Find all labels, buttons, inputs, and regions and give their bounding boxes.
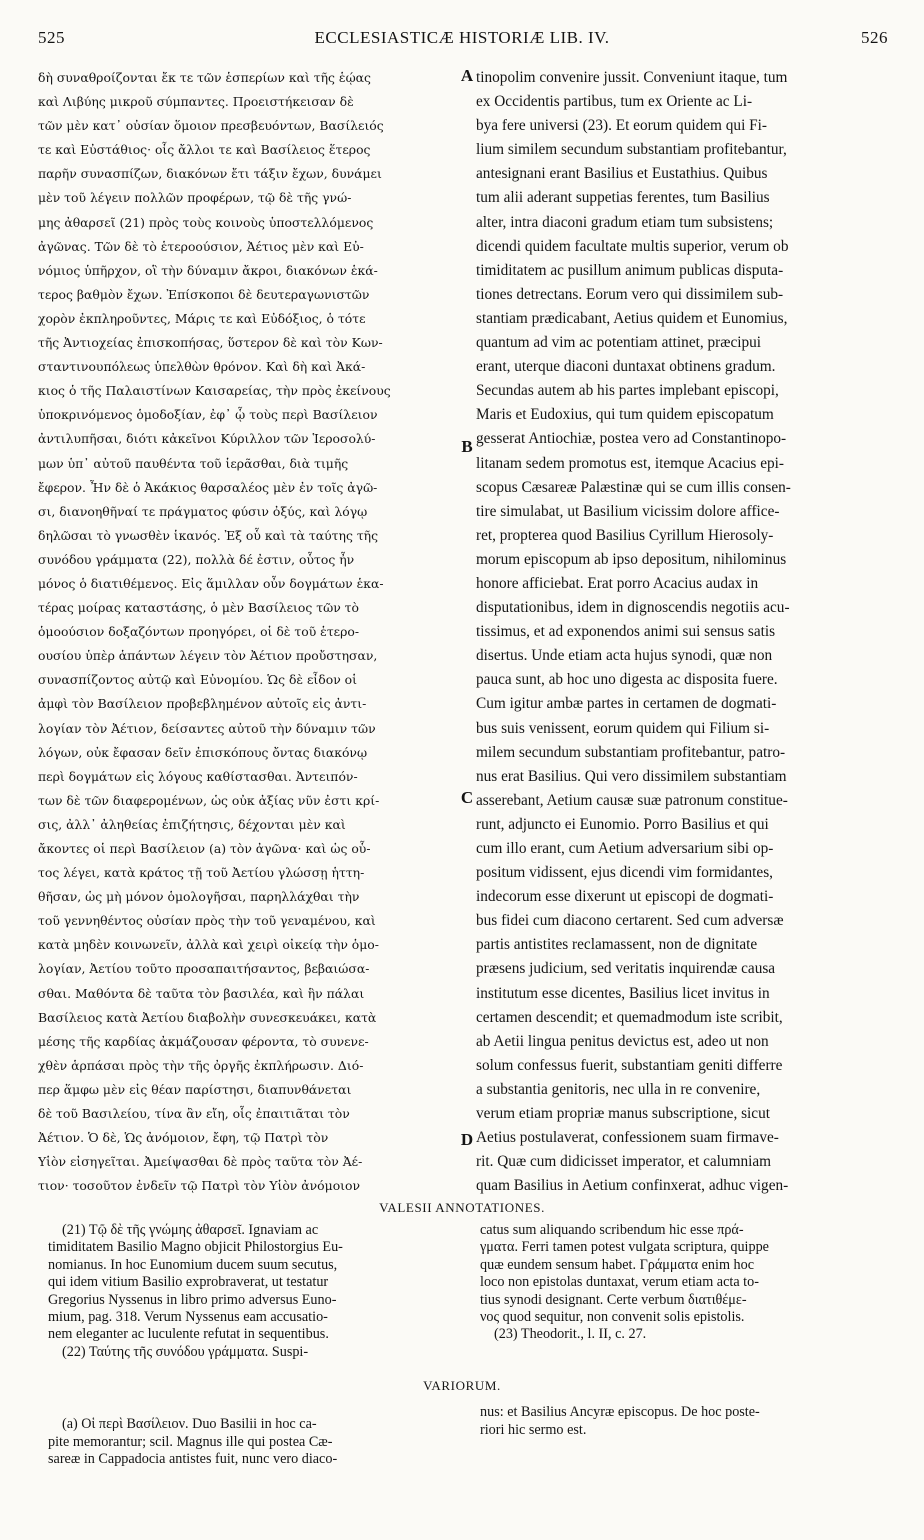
greek-text-line: ουσίου ὑπὲρ ἁπάντων λέγειν τὸν Ἀέτιον προὔστησαν, — [38, 648, 378, 664]
variorum-heading: VARIORUM. — [423, 1378, 501, 1393]
greek-text-line: δὴ συναθροίζονται ἔκ τε τῶν ἑσπερίων καὶ τῆς ἑῴας — [38, 70, 371, 85]
latin-text-line: verum etiam propriæ manus subscriptione, sicut — [476, 1105, 770, 1123]
variorum-right-column — [480, 1404, 890, 1439]
annotation-line: nem eleganter ac luculente refutat in sequentibus. — [48, 1326, 329, 1343]
greek-text-line: ἀμφὶ τὸν Βασίλειον προβεβλημένον αὐτοῖς εἰς ἀντι- — [38, 696, 367, 712]
running-title: ECCLESIASTICÆ HISTORIÆ LIB. IV. — [314, 28, 610, 47]
latin-text-line: Aetius postulaverat, confessionem suam firmave- — [476, 1129, 779, 1147]
greek-text-line: μέσης τῆς καρδίας ἀκμάζουσαν φέροντα, τὸ συνενε- — [38, 1033, 369, 1049]
latin-text-line: litanam sedem promotus est, itemque Acacius epi- — [476, 454, 784, 472]
latin-text-line: scopus Cæsareæ Palæstinæ qui se cum illis consen- — [476, 478, 791, 496]
greek-text-line: τοῦ γεννηθέντος οὐσίαν πρὸς τὴν τοῦ γεναμένου, καὶ — [38, 913, 376, 929]
latin-text-line: gesserat Antiochiæ, postea vero ad Constantinopo- — [476, 430, 787, 448]
greek-text-line: ἀντιλυπῆσαι, διότι κἀκεῖνοι Κύριλλον τῶν Ἱεροσολύ- — [38, 431, 376, 447]
greek-text-line: Ἀέτιον. Ὁ δὲ, Ὡς ἀνόμοιον, ἔφη, τῷ Πατρὶ τὸν — [38, 1130, 329, 1146]
greek-text-line: θῆσαν, ὡς μὴ μόνον ὁμολογῆσαι, παρηλλάχθαι τὴν — [38, 889, 360, 905]
latin-text-line: cum illo erant, cum Aetium adversarium sibi op- — [476, 840, 774, 857]
latin-text-line: quam Basilius in Aetium confinxerat, adhuc vigen- — [476, 1177, 789, 1195]
greek-text-line: δὲ τοῦ Βασιλείου, τίνα ἂν εἴη, οἷς ἐπαιτιᾶται τὸν — [38, 1106, 350, 1122]
latin-text-line: quantum ad vim ac potentiam attinet, præcipui — [476, 334, 762, 352]
greek-text-line: κιος ὁ τῆς Παλαιστίνων Καισαρείας, τὴν πρὸς ἐκείνους — [38, 383, 391, 399]
latin-text-line: rit. Quæ cum didicisset imperator, et calumniam — [476, 1153, 772, 1171]
greek-text-line: σθαι. Μαθόντα δὲ ταῦτα τὸν βασιλέα, καὶ ἣν πάλαι — [38, 985, 365, 1001]
annotation-line: tius synodi designant. Certe verbum διατιθέμε- — [480, 1291, 747, 1308]
latin-text-line: bus fidei cum diacono certarent. Sed cum adversæ — [476, 912, 784, 930]
greek-text-line: λογίαν τὸν Ἀέτιον, δείσαντες αὐτοῦ τὴν δύναμιν τῶν — [38, 720, 376, 736]
latin-text-line: asserebant, Aetium causæ suæ patronum constitue- — [476, 791, 788, 809]
annotation-line: timiditatem Basilio Magno objicit Philostorgius Eu- — [48, 1239, 343, 1256]
annotation-line: catus sum aliquando scribendum hic esse πρά- — [480, 1222, 744, 1238]
latin-text-line: ab Aetii lingua penitus devictus est, adeo ut non — [476, 1032, 769, 1050]
annotation-line: qui idem vitium Basilio exprobraverat, ut testatur — [48, 1274, 329, 1291]
latin-text-line: solum confessus fuerit, substantiam geniti differre — [476, 1056, 783, 1074]
annotation-line: (23) Theodorit., l. II, c. 27. — [494, 1326, 647, 1343]
latin-text-line: præsens judicium, sed veritatis inquirendæ causa — [476, 960, 776, 978]
running-header — [0, 28, 924, 52]
latin-text-line: runt, adjuncto ei Eunomio. Porro Basilius et qui — [476, 815, 769, 833]
greek-text-line: ἔφερον. Ἦν δὲ ὁ Ἀκάκιος θαρσαλέος μὲν ἐν τοῖς ἀγῶ- — [38, 479, 378, 495]
greek-text-line: ὁμοούσιον δοξαζόντων προηγόρει, οἱ δὲ τοῦ ἑτερο- — [38, 624, 360, 640]
latin-text-line: dicendi quidem facultate multis superior, verum ob — [476, 237, 789, 255]
greek-text-line: τερος βαθμὸν ἔχων. Ἐπίσκοποι δὲ δευτεραγωνιστῶν — [38, 286, 370, 302]
greek-text-line: κατὰ μηδὲν κοινωνεῖν, ἀλλὰ καὶ χειρὶ οἰκείᾳ τὴν ὁμο- — [38, 937, 379, 953]
greek-text-line: παρῆν συνασπίζων, διακόνων ἔτι τάξιν ἔχων, δυνάμει — [38, 166, 382, 182]
variorum-line: pite memorantur; scil. Magnus ille qui postea Cæ- — [48, 1433, 333, 1450]
greek-text-line: καὶ Λιβύης μικροῦ σύμπαντες. Προειστήκεισαν δὲ — [38, 94, 354, 110]
margin-marker-b: B — [461, 437, 473, 456]
annotation-line: nomianus. In hoc Eunomium ducem suum secutus, — [48, 1256, 338, 1273]
variorum-left-column — [48, 1416, 462, 1469]
greek-text-line: συνασπίζοντος αὐτῷ καὶ Εὐνομίου. Ὡς δὲ εἶδον οἱ — [38, 672, 357, 688]
annotation-line: (21) Τῷ δὲ τῆς γνώμης ἀθαρσεῖ. Ignaviam ac — [62, 1222, 319, 1238]
latin-text-line: stantiam prædicabant, Aetius quidem et Eunomius, — [476, 309, 788, 327]
latin-text-line: tire simulabat, ut Basilium vicissim dolore affice- — [476, 502, 780, 520]
greek-text-line: τε καὶ Εὐστάθιος· οἷς ἄλλοι τε καὶ Βασίλειος ἕτερος — [38, 142, 371, 158]
latin-text-line: tum alii aderant suppetias ferentes, tum Basilius — [476, 189, 770, 207]
latin-text-line: tinopolim convenire jussit. Conveniunt itaque, tum — [476, 69, 788, 86]
latin-text-line: Secundas autem ab his partes implebant episcopi, — [476, 382, 779, 400]
greek-text-line: σι, διανοηθῆναί τε πράγματος φύσιν ὀξύς, καὶ λόγῳ — [38, 503, 368, 519]
greek-text-line: συνόδου γράμματα (22), πολλὰ δέ ἐστιν, οὗτος ἦν — [38, 551, 355, 567]
variorum-line: (a) Οἱ περὶ Βασίλειον. Duo Basilii in hoc ca- — [62, 1416, 317, 1432]
page-number-left: 525 — [38, 28, 65, 47]
margin-marker-d: D — [460, 1130, 474, 1149]
latin-text-line: antesignani erant Basilius et Eustathius. Quibus — [476, 165, 768, 183]
annotation-line: loco non epistolas duntaxat, verum etiam acta to- — [480, 1274, 759, 1291]
greek-text-line: χορὸν ἐκπληροῦντες, Μάρις τε καὶ Εὐδόξιος, ὁ τότε — [38, 310, 366, 326]
greek-text-line: μης ἀθαρσεῖ (21) πρὸς τοὺς κοινοὺς ὑποστελλόμενος — [38, 214, 374, 230]
margin-marker-c: C — [460, 788, 474, 807]
greek-text-line: τος λέγει, κατὰ κράτος τῇ τοῦ Ἀετίου γλώσσῃ ἡττη- — [38, 865, 365, 881]
latin-text-line: tiones detrectans. Eorum vero qui dissimilem sub- — [476, 285, 784, 303]
latin-text-line: tissimus, et ad exponendos animi sui sensus satis — [476, 623, 776, 641]
greek-text-line: σταντινουπόλεως ὑπελθὼν θρόνον. Καὶ δὴ καὶ Ἀκά- — [38, 359, 366, 375]
greek-text-line: σις, ἀλλ᾽ ἀληθείας ἐπιζήτησις, δέχονται μὲν καὶ — [38, 816, 346, 832]
variorum-line: nus: et Basilius Ancyræ episcopus. De hoc poste- — [480, 1404, 760, 1420]
latin-text-line: certamen descendit; et quemadmodum iste scribit, — [476, 1008, 783, 1026]
annotation-line: (22) Ταύτης τῆς συνόδου γράμματα. Suspi- — [62, 1343, 309, 1360]
greek-text-line: περ ἅμφω μὲν εἰς θέαν παρίστησι, διαπυνθάνεται — [38, 1081, 352, 1097]
variorum-line: sareæ in Cappadocia antistes fuit, nunc vero diaco- — [48, 1451, 338, 1468]
greek-text-line: Βασίλειος κατὰ Ἀετίου διαβολὴν συνεσκευάκει, κατὰ — [38, 1009, 377, 1025]
annotation-line: Gregorius Nyssenus in libro primo adversus Euno- — [48, 1291, 337, 1308]
greek-text-line: ἄκοντες οἱ περὶ Βασίλειον (a) τὸν ἀγῶνα· καὶ ὡς οὗ- — [38, 841, 371, 856]
latin-text-line: Cum igitur ambæ partes in certamen de dogmati- — [476, 695, 777, 713]
margin-marker-a: A — [460, 66, 474, 85]
latin-text-line: Maris et Eudoxius, qui tum quidem episcopatum — [476, 406, 774, 424]
annotations-heading: VALESII ANNOTATIONES. — [379, 1200, 545, 1215]
latin-text-line: disertus. Unde etiam acta hujus synodi, quæ non — [476, 647, 773, 665]
latin-text-line: disputationibus, idem in dignoscendis negotiis acu- — [476, 599, 790, 617]
latin-text-line: indecorum esse dixerunt ut episcopi de dogmati- — [476, 888, 774, 906]
greek-text-line: τιον· τοσοῦτον ἐνδεῖν τῷ Πατρὶ τὸν Υἱὸν ἀνόμοιον — [38, 1178, 361, 1194]
greek-text-line: ὑποκρινόμενος ὁμοδοξίαν, ἐφ᾽ ᾧ τοὺς περὶ Βασίλειον — [38, 407, 378, 423]
latin-text-line: ex Occidentis partibus, tum ex Oriente ac Li- — [476, 93, 753, 111]
greek-text-line: τῆς Ἀντιοχείας ἐπισκοπήσας, ὕστερον δὲ καὶ τὸν Κων- — [38, 335, 383, 351]
latin-text-column — [476, 66, 888, 1198]
latin-text-line: bus suis venissent, eorum quidem qui Filium si- — [476, 719, 770, 737]
greek-text-line: χθὲν ἁρπάσαι πρὸς τὴν τῆς ὀργῆς ἐκπλήρωσιν. Διό- — [38, 1057, 364, 1073]
greek-text-line: τῶν μὲν κατ᾽ οὐσίαν ὅμοιον πρεσβευόντων, Βασίλειός — [38, 118, 384, 134]
greek-text-line: λογίαν, Ἀετίου τοῦτο προσαπαιτήσαντος, βεβαιώσα- — [38, 961, 370, 977]
latin-text-line: pauca sunt, ab hoc uno digesta ac disposita fuere. — [476, 671, 778, 689]
annotation-line: quæ eundem sensum habet. Γράμματα enim hoc — [480, 1256, 755, 1273]
variorum-line: riori hic sermo est. — [480, 1421, 587, 1438]
latin-text-line: positum vidissent, ejus dicendi vim formidantes, — [476, 864, 773, 882]
latin-text-line: lium similem secundum substantiam profitebantur, — [476, 141, 787, 159]
greek-text-line: νόμιος ὑπῆρχον, οἳ τὴν δύναμιν ἄκροι, διακόνων ἑκά- — [38, 262, 378, 278]
greek-text-line: λόγων, οὐκ ἔφασαν δεῖν ἐπισκόπους ὄντας διακόνῳ — [38, 744, 368, 760]
latin-text-line: bya fere universi (23). Et eorum quidem qui Fi- — [476, 117, 767, 135]
greek-text-line: μόνος ὁ διατιθέμενος. Εἰς ἅμιλλαν οὖν δογμάτων ἑκα- — [38, 575, 384, 591]
latin-text-line: ret, propterea quod Basilius Cyrillum Hierosoly- — [476, 526, 774, 544]
annotation-line: γματα. Ferri tamen potest vulgata scriptura, quippe — [480, 1239, 769, 1256]
latin-text-line: nus erat Basilius. Qui vero dissimilem substantiam — [476, 767, 787, 785]
greek-text-line: δηλῶσαι τὸ γνωσθὲν ἱκανός. Ἐξ οὗ καὶ τὰ ταύτης τῆς — [38, 527, 379, 543]
latin-text-line: a substantia genitoris, nec ulla in re convenire, — [476, 1080, 761, 1098]
greek-text-line: περὶ δογμάτων εἰς λόγους καθίστασθαι. Ἀντειπόν- — [38, 768, 358, 784]
annotations-right-column — [480, 1222, 890, 1344]
annotation-line: νος quod sequitur, non convenit solis epistolis. — [480, 1309, 745, 1326]
latin-text-line: institutum esse dicentes, Basilius licet invitus in — [476, 984, 770, 1002]
greek-text-line: Υἱὸν εἰσηγεῖται. Ἀμείψασθαι δὲ πρὸς ταῦτα τὸν Ἀέ- — [38, 1154, 363, 1170]
latin-text-line: erant, uterque diaconi duntaxat obtinens gradum. — [476, 358, 776, 376]
annotations-left-column — [48, 1222, 462, 1361]
latin-text-line: timiditatem ac pusillum animum publicas disputa- — [476, 261, 784, 279]
annotation-line: mium, pag. 318. Verum Nyssenus eam accusatio- — [48, 1309, 328, 1326]
greek-text-line: μὲν τοῦ λέγειν πολλῶν προφέρων, τῷ δὲ τῆς γνώ- — [38, 190, 352, 206]
greek-text-column — [38, 66, 458, 1198]
latin-text-line: alter, intra diaconi gradum etiam tum subsistens; — [476, 213, 774, 231]
greek-text-line: τέρας μοίρας καταστάσης, ὁ μὲν Βασίλειος τῶν τὸ — [38, 600, 359, 616]
greek-text-line: μων ὑπ᾽ αὐτοῦ παυθέντα τοῦ ἱερᾶσθαι, διὰ τιμῆς — [38, 455, 349, 471]
latin-text-line: morum episcopum ab ipso depositum, nihilominus — [476, 550, 787, 568]
page-number-right: 526 — [861, 28, 888, 47]
greek-text-line: των δὲ τῶν διαφερομένων, ὡς οὐκ ἀξίας νῦν ἐστι κρί- — [38, 792, 380, 808]
latin-text-line: partis antistites reclamassent, non de dignitate — [476, 936, 758, 954]
greek-text-line: ἀγῶνας. Τῶν δὲ τὸ ἑτεροούσιον, Ἀέτιος μὲν καὶ Εὐ- — [38, 238, 364, 254]
latin-text-line: milem secundum substantiam profitebantur, patro- — [476, 743, 786, 761]
latin-text-line: honore afficiebat. Erat porro Acacius audax in — [476, 574, 759, 592]
